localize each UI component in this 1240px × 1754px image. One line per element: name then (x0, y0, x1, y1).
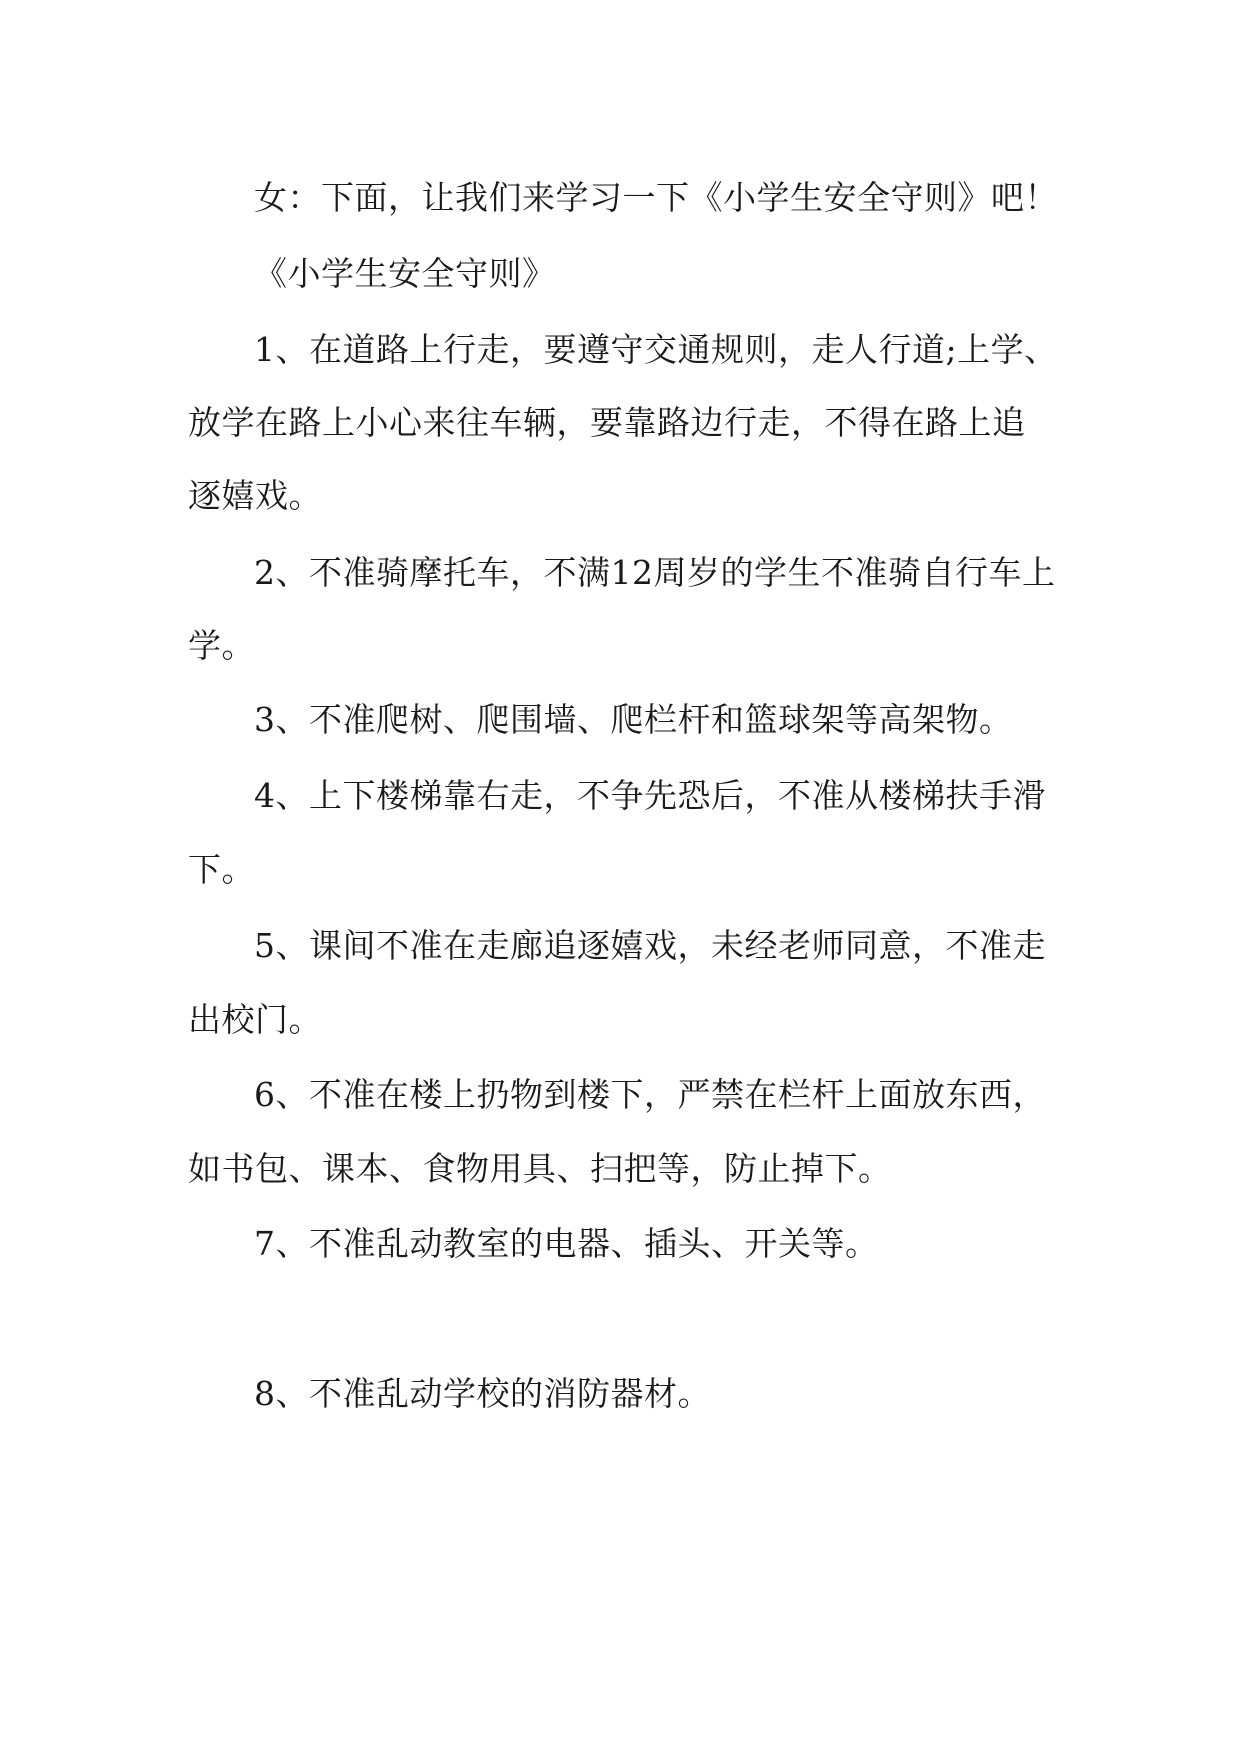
document-title: 《小学生安全守则》 (254, 254, 556, 293)
rule-1-line-2: 放学在路上小心来往车辆，要靠路边行走，不得在路上追 (188, 403, 1026, 442)
rule-7-line-1: 7、不准乱动教室的电器、插头、开关等。 (254, 1224, 879, 1263)
rule-3-line-1: 3、不准爬树、爬围墙、爬栏杆和篮球架等高架物。 (254, 700, 1013, 739)
rule-8-line-1: 8、不准乱动学校的消防器材。 (254, 1374, 711, 1413)
rule-4-line-2: 下。 (188, 850, 255, 889)
rule-2-line-1: 2、不准骑摩托车，不满12周岁的学生不准骑自行车上 (254, 553, 1056, 592)
rule-6-line-1: 6、不准在楼上扔物到楼下，严禁在栏杆上面放东西， (254, 1075, 1046, 1114)
rule-5-line-1: 5、课间不准在走廊追逐嬉戏，未经老师同意，不准走 (254, 926, 1046, 965)
intro-line: 女：下面，让我们来学习一下《小学生安全守则》吧！ (254, 178, 1058, 217)
rule-1-line-3: 逐嬉戏。 (188, 476, 322, 515)
rule-4-line-1: 4、上下楼梯靠右走，不争先恐后，不准从楼梯扶手滑 (254, 776, 1046, 815)
rule-6-line-2: 如书包、课本、食物用具、扫把等，防止掉下。 (188, 1149, 892, 1188)
rule-2-line-2: 学。 (188, 626, 255, 665)
rule-5-line-2: 出校门。 (188, 1000, 322, 1039)
rule-1-line-1: 1、在道路上行走，要遵守交通规则，走人行道;上学、 (254, 330, 1058, 369)
